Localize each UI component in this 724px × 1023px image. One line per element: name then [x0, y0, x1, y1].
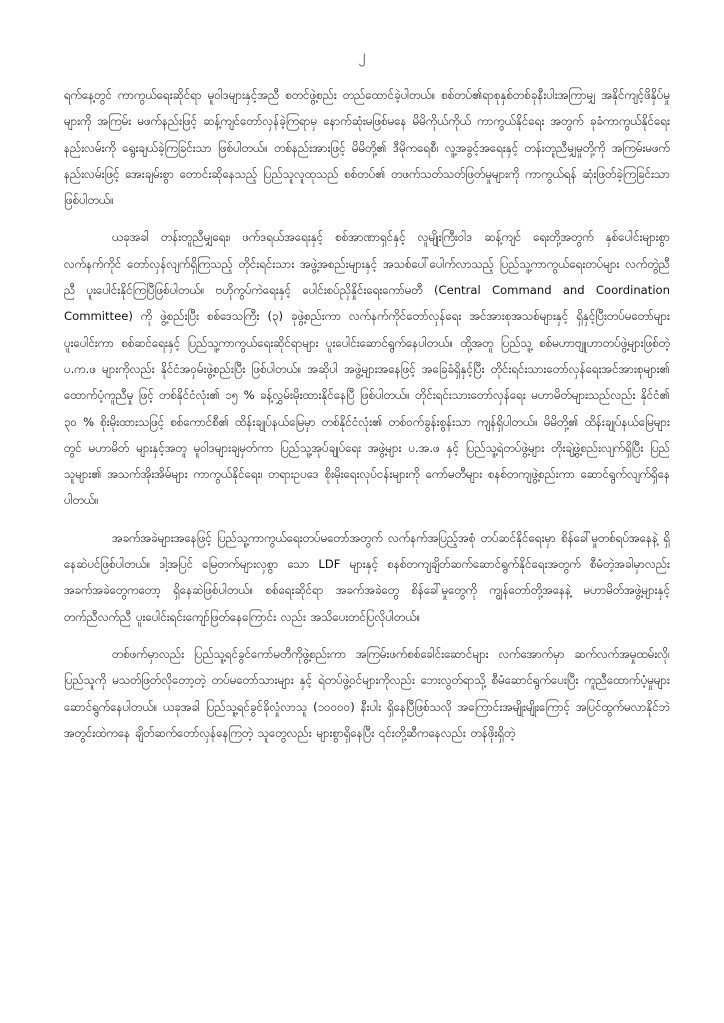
page-number: ၂ [358, 48, 366, 64]
body-text [64, 82, 670, 757]
paragraph: ရက်နေ့တွင် ကာကွယ်ရေးဆိုင်ရာ မူဝါဒများနှင့်အညီ စတင်ဖွဲ့စည်း တည်ထောင်ခဲ့ပါတယ်။ စစ်တပ်၏ရာစုနှစ်တစ်ခုနီးပါးအကြာမျှ အနိုင်ကျင့်ဖိနှိပ်မှုများကို အကြမ်း မဖက်နည်းဖြင့် ဆန့်ကျင်တော်လှန်ခဲ့ကြရာမှ နောက်ဆုံးမဖြစ်မနေ မိမိကိုယ်ကိုယ် ကာကွယ်နိုင်ရေး အတွက် ခုခံကာကွယ်နိုင်ရေးနည်းလမ်းကို ရွေးချယ်ခဲ့ကြခြင်းသာ ဖြစ်ပါတယ်။ တစ်နည်းအားဖြင့် မိမိတို့၏ ဒီမိုကရေစီ၊ လူ့အခွင့်အရေးနှင့် တန်းတူညီမျှမှုတို့ကို အကြမ်းမဖက် နည်းလမ်းဖြင့် အေးချမ်းစွာ တောင်းဆိုနေသည့် ပြည်သူလူထုသည် စစ်တပ်၏ တဖက်သတ်သတ်ဖြတ်မှုများကို ကာကွယ်ရန် ဆုံးဖြတ်ခဲ့ကြခြင်းသာဖြစ်ပါတယ်။ [64, 88, 670, 208]
paragraph: တစ်ဖက်မှာလည်း ပြည်သူ့ရင်ခွင်ကော်မတီကိုဖွဲ့စည်းကာ အကြမ်းဖက်စစ်ခေါင်းဆောင်များ လက်အောက်မှာ ဆက်လက်အမှုထမ်းလို၊ ပြည်သူကို မသတ်ဖြတ်လိုတော့တဲ့ တပ်မတော်သားများ နှင့် ရဲတပ်ဖွဲ့ဝင်များကိုလည်း ဘေးလွတ်ရာသို့ စီမံဆောင်ရွက်ပေးပြီး ကူညီထောက်ပံ့မှုများ ဆောင်ရွက်နေပါတယ်။ ယခုအခါ ပြည်သူ့ရင်ခွင်ခိုလှုံလာသူ (၁၀၀၀၀) နီးပါး ရှိနေပြီဖြစ်သလို အကြောင်းအမျိုးမျိုးကြောင့် အပြင်ထွက်မလာနိုင်ဘဲ အတွင်းထဲကနေ ချိတ်ဆက်တော်လှန်နေကြတဲ့ သူတွေလည်း များစွာရှိနေပြီး ၎င်းတို့ဆီကနေလည်း တန်ဖိုးရှိတဲ့ [64, 646, 670, 740]
paragraph: ယခုအခါ တန်းတူညီမျှရေး၊ ဖက်ဒရယ်အရေးနှင့် စစ်အာဏာရှင်နှင့် လူမျိုးကြီးဝါဒ ဆန့်ကျင် ရေးတို့အတွက် နှစ်ပေါင်းများစွာ လက်နက်ကိုင် တော်လှန်လျက်ရှိကြသည့် တိုင်းရင်းသား အဖွဲ့အစည်းများနှင့် အသစ်ပေါ်ပေါက်လာသည့် ပြည်သူ့ကာကွယ်ရေးတပ်များ လက်တွဲညီညီ ပူးပေါင်းနိုင်ကြပြီဖြစ်ပါတယ်။ ဗဟိုကွပ်ကဲရေးနှင့် ပေါင်းစပ်ညှိနှိုင်းရေးကော်မတီ (Central Command and Coordination Committee) ကို ဖွဲ့စည်းပြီး စစ်ဒေသကြီး (၃) ခုဖွဲ့စည်းကာ လက်နက်ကိုင်တော်လှန်ရေး အင်အားစုအသစ်များနှင့် ရှိနှင့်ပြီးတပ်မတော်များ ပူးပေါင်းကာ စစ်ဆင်ရေးနှင့် ပြည်သူ့ကာကွယ်ရေးဆိုင်ရာများ ပူးပေါင်းဆောင်ရွက်နေပါတယ်။ ထို့အတူ ပြည်သူ့ စစ်မဟာဗျူဟာတပ်ဖွဲ့များဖြစ်တဲ့ ပ.က.ဖ များကိုလည်း နိုင်ငံအဝှမ်းဖွဲ့စည်းပြီး ဖြစ်ပါတယ်။ အဆိုပါ အဖွဲ့များအနေဖြင့် အခြေခံရှိနှင့်ပြီး တိုင်းရင်းသားတော်လှန်ရေးအင်အားစုများ၏ ထောက်ပံ့ကူညီမှု ဖြင့် တစ်နိုင်ငံလုံး၏ ၁၅ % ခန့်လွှမ်းမိုးထားနိုင်နေပြီ ဖြစ်ပါတယ်။ တိုင်းရင်းသားတော်လှန်ရေး မဟာမိတ်များသည်လည်း နိုင်ငံ၏ ၃၀ % စိုးမိုးထားသဖြင့် စစ်ကောင်စီ၏ ထိန်းချုပ်နယ်မြေမှာ တစ်နိုင်ငံလုံး၏ တစ်ဝက်ခွန်းစွန်းသာ ကျန်ရှိပါတယ်။ မိမိတို့၏ ထိန်းချုပ်နယ်မြေများတွင် မဟာမိတ် များနှင့်အတူ မူဝါဒများချမှတ်ကာ ပြည်သူ့အုပ်ချုပ်ရေး အဖွဲ့များ ပ.အ.ဖ နှင့် ပြည်သူ့ရဲတပ်ဖွဲ့များ တိုးချဲ့ဖွဲ့စည်းလျက်ရှိပြီး ပြည်သူများ၏ အသက်အိုးအိမ်များ ကာကွယ်နိုင်ရေး၊ တရားဥပဒေ စိုးမိုးရေးလုပ်ငန်းများကို ကော်မတီများ စနစ်တကျဖွဲ့စည်းကာ ဆောင်ရွက်လျက်ရှိနေပါတယ်။ [64, 230, 670, 508]
paragraph: အခက်အခဲများအနေဖြင့် ပြည်သူ့ကာကွယ်ရေးတပ်မတော်အတွက် လက်နက်အပြည့်အစုံ တပ်ဆင်နိုင်ရေးမှာ စိန်ခေါ်မှုတစ်ရပ်အနေနဲ့ ရှိနေဆဲပင်ဖြစ်ပါတယ်။ ဒါ့အပြင် မြေတက်များလှစွာ သော LDF များနှင့် စနစ်တကျချိတ်ဆက်ဆောင်ရွက်နိုင်ရေးအတွက် စီမံတဲ့အခါမှာလည်း အခက်အခဲတွေကတော့ ရှိနေဆဲဖြစ်ပါတယ်။ စစ်ရေးဆိုင်ရာ အခက်အခဲတွေ စိန်ခေါ်မှုတွေကို ကျွန်တော်တို့အနေနဲ့ မဟာမိတ်အဖွဲ့များနှင့် တက်ညီလက်ညီ ပူးပေါင်းရင်းကျော်ဖြတ်နေကြောင်း လည်း အသိပေးတင်ပြလိုပါတယ်။ [64, 530, 670, 624]
